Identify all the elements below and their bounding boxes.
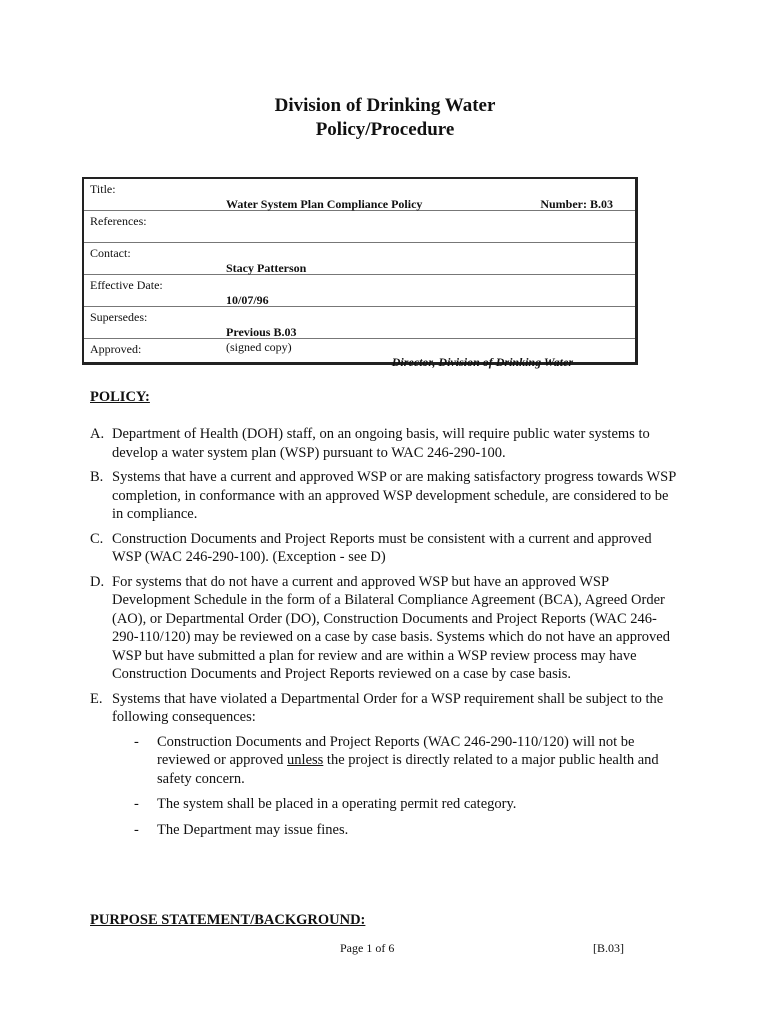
item-marker: E. bbox=[90, 690, 103, 707]
effective-date-value: 10/07/96 bbox=[226, 293, 269, 307]
item-marker: B. bbox=[90, 469, 104, 485]
effective-date-label: Effective Date: bbox=[90, 278, 163, 292]
policy-info-box bbox=[82, 177, 638, 369]
consequence-item bbox=[112, 795, 680, 814]
dash-marker: - bbox=[134, 821, 139, 838]
supersedes-value: Previous B.03 bbox=[226, 325, 297, 339]
consequence-item bbox=[112, 821, 680, 840]
page-number: Page 1 of 6 bbox=[340, 941, 395, 955]
list-item bbox=[90, 573, 680, 684]
contact-label: Contact: bbox=[90, 246, 131, 260]
supersedes-label: Supersedes: bbox=[90, 310, 148, 324]
consequence-text-part: the project is directly related to a major public health and safety concern. bbox=[157, 752, 659, 787]
item-text: Department of Health (DOH) staff, on an ongoing basis, will require public water systems to develop a water system plan (WSP) pursuant to WAC 246-290-100. bbox=[112, 426, 650, 461]
approved-by: Director, Division of Drinking Water bbox=[391, 355, 573, 369]
list-item bbox=[90, 468, 680, 524]
policy-heading: POLICY: bbox=[90, 389, 150, 405]
title-label: Title: bbox=[90, 182, 116, 196]
document-title: Division of Drinking Water bbox=[274, 95, 496, 116]
approved-label: Approved: bbox=[90, 342, 142, 356]
list-item bbox=[90, 690, 680, 840]
contact-value: Stacy Patterson bbox=[226, 261, 307, 275]
dash-marker: - bbox=[134, 796, 139, 812]
item-marker: A. bbox=[90, 426, 105, 442]
document-code: [B.03] bbox=[593, 941, 624, 955]
policy-list bbox=[90, 425, 680, 846]
approved-value: (signed copy) bbox=[226, 340, 292, 354]
consequence-item bbox=[112, 733, 680, 789]
policy-number: Number: B.03 bbox=[540, 197, 613, 211]
dash-marker: - bbox=[134, 733, 139, 750]
row-supersedes bbox=[84, 307, 635, 339]
purpose-heading: PURPOSE STATEMENT/BACKGROUND: bbox=[90, 912, 366, 928]
list-item bbox=[90, 530, 680, 567]
document-subtitle: Policy/Procedure bbox=[315, 119, 455, 140]
row-approved bbox=[84, 339, 635, 370]
item-marker: D. bbox=[90, 573, 105, 590]
item-text: Systems that have violated a Departmental Order for a WSP requirement shall be subject to the following consequences: bbox=[112, 690, 664, 725]
row-title bbox=[84, 179, 635, 211]
list-item bbox=[90, 425, 680, 462]
item-marker: C. bbox=[90, 530, 104, 547]
item-text: For systems that do not have a current and approved WSP but have an approved WSP Development Schedule in the form of a Bilateral Compliance Agreement (BCA), Agreed Order (AO), or Departmental Order (DO), Construction Documents and Project Reports (WAC 246-290-110/120) may be reviewed on a case by case basis. Systems which do not have an approved WSP but have submitted a plan for review and are within a WSP review process may have Construction Documents and Project Reports reviewed on a case by case basis. bbox=[112, 573, 670, 682]
item-text: Construction Documents and Project Reports must be consistent with a current and approved WSP (WAC 246-290-100). (Exception - see D) bbox=[112, 530, 652, 565]
row-references bbox=[84, 211, 635, 243]
consequence-text: The system shall be placed in a operating permit red category. bbox=[157, 796, 517, 812]
item-text: Systems that have a current and approved WSP or are making satisfactory progress towards WSP completion, in conformance with an approved WSP development schedule, are considered to be in compliance. bbox=[112, 469, 676, 522]
underlined-unless: unless bbox=[287, 752, 324, 768]
references-label: References: bbox=[90, 214, 147, 228]
consequence-text: The Department may issue fines. bbox=[157, 821, 349, 838]
row-contact bbox=[84, 243, 635, 275]
row-effective-date bbox=[84, 275, 635, 307]
title-value: Water System Plan Compliance Policy bbox=[226, 197, 423, 211]
consequence-text-part: Construction Documents and Project Reports (WAC 246-290-110/120) will not be reviewed or approved bbox=[157, 733, 635, 768]
